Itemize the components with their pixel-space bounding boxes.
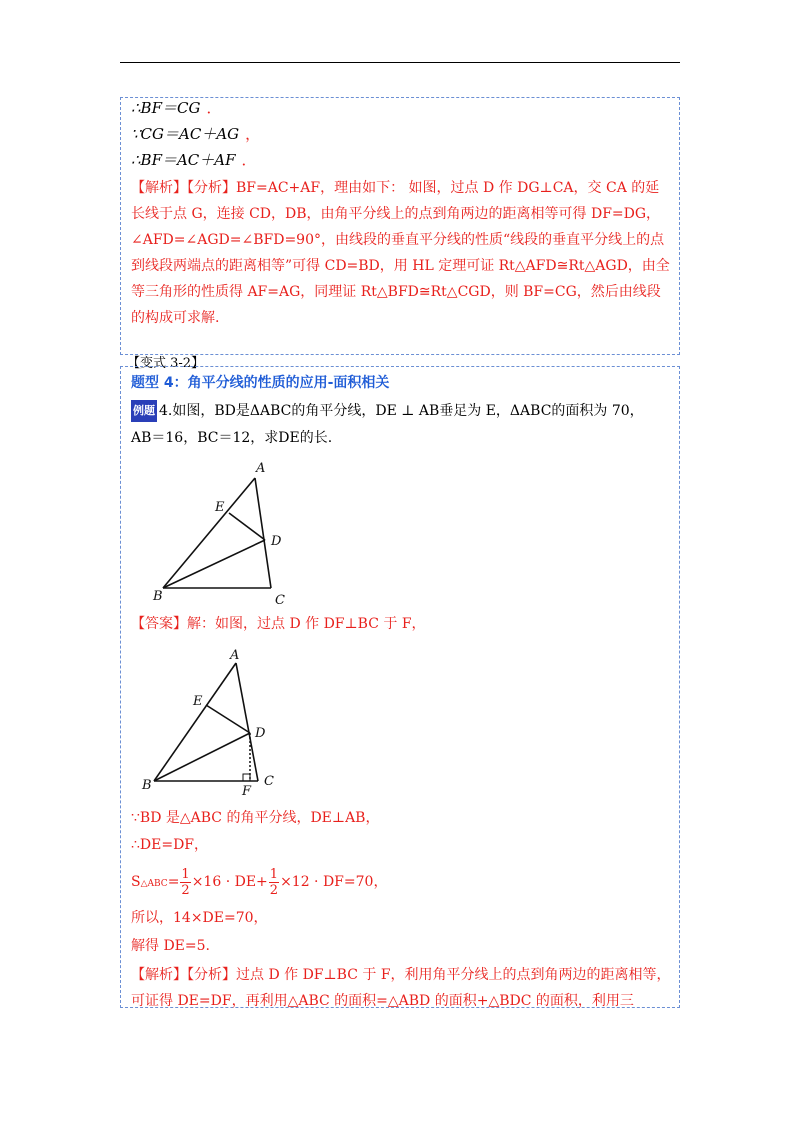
label-e: E: [215, 500, 225, 515]
bisector-bd: [154, 733, 250, 781]
question-line-1: 例题 4.如图，BD是ΔABC的角平分线，DE ⊥ AB垂足为 E，ΔABC的面积为 70，: [131, 400, 644, 422]
proof-line-2: ∵CG＝AC＋AG ，: [131, 125, 261, 143]
fraction-half-2: $\frac{1}{2}$: [269, 866, 279, 898]
section-title: 题型 4：角平分线的性质的应用-面积相关: [131, 375, 390, 391]
label-c: C: [275, 593, 285, 608]
fraction-half-1: $\frac{1}{2}$: [181, 866, 190, 898]
right-angle-mark: [243, 774, 250, 781]
side-ab: [154, 663, 236, 781]
label-c: C: [264, 774, 274, 789]
analysis-paragraph-2: 【解析】【分析】过点 D 作 DF⊥BC 于 F，利用角平分线上的点到角两边的距离相等，可证得 DE=DF，再利用△ABC 的面积=△ABD 的面积+△BDC 的面积，利用三: [131, 967, 671, 1009]
perpendicular-de: [206, 705, 250, 733]
proof-line-1: ∴BF＝CG ．: [131, 99, 222, 117]
answer-so: 所以，14×DE=70，: [131, 910, 268, 926]
bisector-bd: [163, 540, 265, 588]
side-ac: [236, 663, 258, 781]
top-rule: [120, 62, 680, 63]
side-ac: [255, 478, 271, 588]
label-f: F: [242, 784, 252, 795]
label-a: A: [230, 648, 240, 663]
triangle-figure-1: [145, 458, 305, 608]
label-e: E: [193, 694, 203, 709]
answer-therefore: ∴DE=DF，: [131, 837, 209, 853]
proof-line-3: ∴BF＝AC＋AF ．: [131, 151, 257, 169]
answer-solve: 解得 DE=5.: [131, 938, 210, 954]
analysis-paragraph-1: 【解析】【分析】BF=AC+AF，理由如下： 如图，过点 D 作 DG⊥CA，交 CA 的延长线于点 G，连接 CD，DB，由角平分线上的点到角两边的距离相等可得 DF=DG，∠AFD=∠AGD=∠BFD=90°，由线段的垂直平分线的性质“线段的垂直平分线上的点到线段两端点的距离相等”可得 CD=BD，用 HL 定理可证 Rt△AFD≅Rt△AGD，由全等三角形的性质得 AF=AG，同理证 Rt△BFD≅Rt△CGD，则 BF=CG，然后由线段的构成可求解.: [131, 180, 670, 326]
label-d: D: [255, 726, 266, 741]
question-line-2: AB＝16，BC＝12，求DE的长.: [131, 430, 333, 446]
perpendicular-de: [229, 513, 265, 540]
answer-intro: 【答案】解：如图，过点 D 作 DF⊥BC 于 F，: [131, 616, 426, 632]
side-ab: [163, 478, 255, 588]
label-d: D: [271, 534, 282, 549]
label-b: B: [153, 589, 163, 604]
area-equation: S△ABC= $\frac{1}{2}$ ×16 · DE+ $\frac{1}{2}$ ×12 · DF=70，: [131, 866, 388, 898]
answer-because: ∵BD 是△ABC 的角平分线，DE⊥AB，: [131, 810, 380, 826]
example-tag: 例题: [131, 400, 157, 422]
variant-label: 【变式 3-2】: [127, 356, 205, 371]
label-b: B: [142, 778, 152, 793]
label-a: A: [256, 461, 266, 476]
triangle-figure-2: [138, 645, 288, 795]
